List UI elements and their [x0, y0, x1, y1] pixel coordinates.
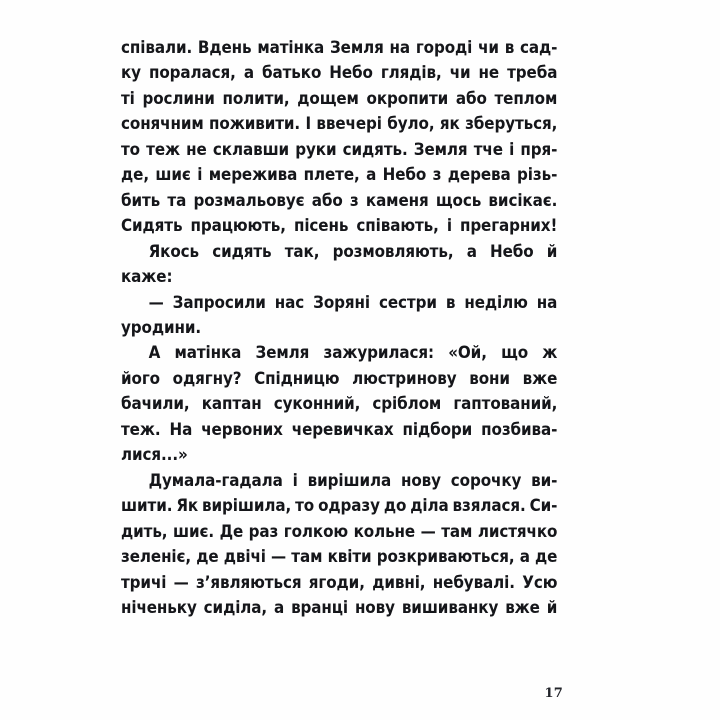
text-word: не — [478, 63, 500, 84]
text-word: й — [546, 241, 558, 262]
text-word: діла — [410, 496, 449, 517]
text-word: Як — [176, 496, 199, 517]
text-word: неділю — [464, 292, 528, 313]
text-word: щось — [435, 190, 482, 211]
text-word: І — [305, 114, 312, 135]
text-word: то — [121, 139, 140, 160]
text-word: та — [167, 190, 187, 211]
text-word: вже — [522, 368, 558, 389]
text-word: «Ой, — [448, 343, 487, 364]
text-word: висікає. — [488, 190, 558, 211]
text-word: окропити — [366, 88, 449, 109]
text-word: зберуться, — [465, 114, 558, 135]
text-line — [121, 367, 557, 392]
text-word: розмовляють, — [332, 241, 454, 262]
text-word: вранці — [291, 597, 349, 618]
body-text-block — [121, 36, 564, 621]
text-word: в — [445, 292, 456, 313]
text-word: ви- — [531, 470, 558, 491]
text-word: вишиванку — [401, 597, 499, 618]
text-word: і — [509, 139, 515, 160]
text-word: вони — [469, 368, 510, 389]
text-word: сестри — [378, 292, 437, 313]
text-word: а — [519, 547, 530, 568]
text-word: полити, — [222, 88, 290, 109]
text-word: з — [349, 190, 359, 211]
text-word: теплом — [494, 88, 558, 109]
text-word: Запросили — [172, 292, 266, 313]
text-word: з — [432, 165, 442, 186]
text-line — [121, 520, 557, 545]
text-word: — — [420, 521, 436, 542]
text-word: сидять. — [342, 139, 408, 160]
text-word: шиє. — [173, 521, 215, 542]
text-word: або — [311, 190, 343, 211]
text-line — [121, 112, 557, 137]
text-word: сад- — [520, 38, 558, 58]
text-word: сидять — [212, 241, 272, 262]
text-word: чи — [449, 63, 471, 84]
text-word: як — [439, 114, 460, 135]
text-word: пісень — [293, 216, 349, 237]
text-word: одягну? — [172, 368, 242, 389]
text-word: ж — [542, 343, 558, 364]
text-line — [121, 36, 557, 61]
text-word: зажурилася: — [323, 343, 434, 364]
text-word: позбива- — [481, 419, 558, 440]
text-line — [121, 469, 557, 494]
text-word: дивні, — [372, 572, 426, 593]
text-word: одразу — [318, 496, 380, 517]
text-word: рослини — [142, 88, 215, 109]
text-line — [121, 571, 557, 596]
text-word: голкою — [283, 521, 349, 542]
text-word: Де — [219, 521, 244, 542]
text-word: сріблом — [372, 394, 442, 415]
text-word: городі — [415, 38, 473, 58]
text-word: Якось — [148, 241, 200, 262]
page-number: 17 — [544, 686, 563, 701]
text-line — [121, 494, 557, 519]
text-word: де, — [121, 165, 149, 186]
text-word: вирішила, — [202, 496, 292, 517]
text-word: шиє — [155, 165, 191, 186]
text-word: вже — [505, 597, 540, 618]
text-line — [121, 240, 557, 265]
text-word: підбори — [402, 419, 473, 440]
text-word: взялася. — [452, 496, 526, 517]
text-word: дить, — [121, 521, 168, 542]
text-word: — — [148, 292, 164, 313]
text-word: на — [389, 38, 411, 58]
text-word: й — [546, 597, 558, 618]
text-word: Зоряні — [313, 292, 370, 313]
text-word: червоних — [201, 419, 283, 440]
text-word: склавши — [212, 139, 290, 160]
text-word: там — [291, 547, 323, 568]
text-word: співали. — [121, 38, 193, 58]
text-word: теж. — [121, 419, 161, 440]
text-word: ягоди, — [308, 572, 365, 593]
text-word: плете, — [303, 165, 360, 186]
text-word: ті — [121, 88, 135, 109]
text-word: теж — [146, 139, 181, 160]
text-word: глядів, — [380, 63, 442, 84]
text-word: або — [455, 88, 487, 109]
text-word: і — [197, 165, 203, 186]
text-word: батько — [261, 63, 322, 84]
text-word: ввечері — [316, 114, 382, 135]
text-line — [121, 545, 557, 570]
text-word: Небо — [490, 241, 534, 262]
text-word: каменя — [365, 190, 429, 211]
text-word: матінка — [257, 38, 325, 58]
text-word: пря- — [520, 139, 558, 160]
text-word: каптан — [201, 394, 262, 415]
text-word: мережива — [208, 165, 298, 186]
text-word: вирішила — [307, 470, 392, 491]
text-line — [121, 138, 557, 163]
text-word: бить — [121, 190, 161, 211]
text-word: а — [274, 597, 285, 618]
text-word: На — [169, 419, 193, 440]
text-word: було, — [387, 114, 435, 135]
text-word: сорочку — [450, 470, 522, 491]
text-word: що — [501, 343, 529, 364]
text-word: Земля — [413, 139, 468, 160]
text-line: каже: — [121, 267, 173, 288]
text-word: суконний, — [273, 394, 361, 415]
text-word: А — [148, 343, 161, 364]
text-line — [121, 596, 557, 621]
text-line — [121, 214, 557, 239]
text-word: сиділа, — [203, 597, 268, 618]
text-word: — — [173, 572, 189, 593]
text-word: небувалі. — [432, 572, 515, 593]
text-word: так, — [284, 241, 320, 262]
text-word: співають, — [356, 216, 439, 237]
text-word: квіти — [327, 547, 372, 568]
text-word: треба — [507, 63, 558, 84]
text-word: його — [121, 368, 160, 389]
text-word: Небо — [329, 63, 373, 84]
text-word: нову — [400, 470, 441, 491]
text-word: сонячним — [121, 114, 204, 135]
text-word: Земля — [255, 343, 310, 364]
text-word: то — [295, 496, 315, 517]
text-word: а — [466, 241, 477, 262]
text-word: там — [441, 521, 473, 542]
text-word: на — [536, 292, 558, 313]
text-word: ніченьку — [121, 597, 197, 618]
text-word: раз — [248, 521, 279, 542]
text-word: гаптований, — [453, 394, 558, 415]
text-word: в — [504, 38, 515, 58]
text-word: матінка — [174, 343, 242, 364]
text-word: Думала-гадала — [148, 470, 283, 491]
text-word: тричі — [121, 572, 167, 593]
text-word: працюють, — [190, 216, 286, 237]
text-word: різь- — [517, 165, 558, 186]
text-word: а — [366, 165, 377, 186]
text-word: і — [446, 216, 452, 237]
text-line — [121, 87, 557, 112]
text-word: прегарних! — [459, 216, 558, 237]
text-word: Вдень — [197, 38, 252, 58]
text-word: Си- — [529, 496, 558, 517]
text-line: лися...» — [121, 445, 188, 466]
text-word: тче — [473, 139, 503, 160]
text-word: дощем — [297, 88, 359, 109]
text-word: Небо — [382, 165, 427, 186]
text-word: Усю — [522, 572, 558, 593]
text-line — [121, 163, 557, 188]
text-word: а — [243, 63, 254, 84]
text-word: зеленіє, — [121, 547, 192, 568]
text-word: люстринову — [352, 368, 457, 389]
text-line — [121, 392, 557, 417]
text-word: листячко — [477, 521, 558, 542]
text-word: не — [186, 139, 207, 160]
text-word: поралася, — [148, 63, 236, 84]
text-word: чи — [478, 38, 499, 58]
text-word: кольне — [353, 521, 416, 542]
text-word: Сидять — [121, 216, 183, 237]
text-word: шити. — [121, 496, 173, 517]
text-word: розмальовує — [193, 190, 305, 211]
text-word: нас — [274, 292, 305, 313]
text-line — [121, 341, 557, 366]
text-word: черевичках — [291, 419, 394, 440]
text-word: ку — [121, 63, 141, 84]
text-word: — — [271, 547, 287, 568]
text-line — [121, 418, 557, 443]
text-word: поживити. — [209, 114, 301, 135]
text-line — [121, 189, 557, 214]
text-word: бачили, — [121, 394, 190, 415]
text-word: до — [383, 496, 407, 517]
text-word: де — [196, 547, 219, 568]
text-word: руки — [295, 139, 337, 160]
text-word: де — [535, 547, 558, 568]
text-word: з’являються — [196, 572, 302, 593]
text-word: розкриваються, — [376, 547, 515, 568]
text-word: дерева — [447, 165, 511, 186]
text-word: нову — [354, 597, 395, 618]
text-word: і — [292, 470, 298, 491]
text-line: уродини. — [121, 317, 202, 338]
text-word: Спідницю — [254, 368, 340, 389]
text-line — [121, 61, 557, 86]
text-line — [121, 291, 557, 316]
text-word: Земля — [329, 38, 384, 58]
text-word: двічі — [223, 547, 266, 568]
